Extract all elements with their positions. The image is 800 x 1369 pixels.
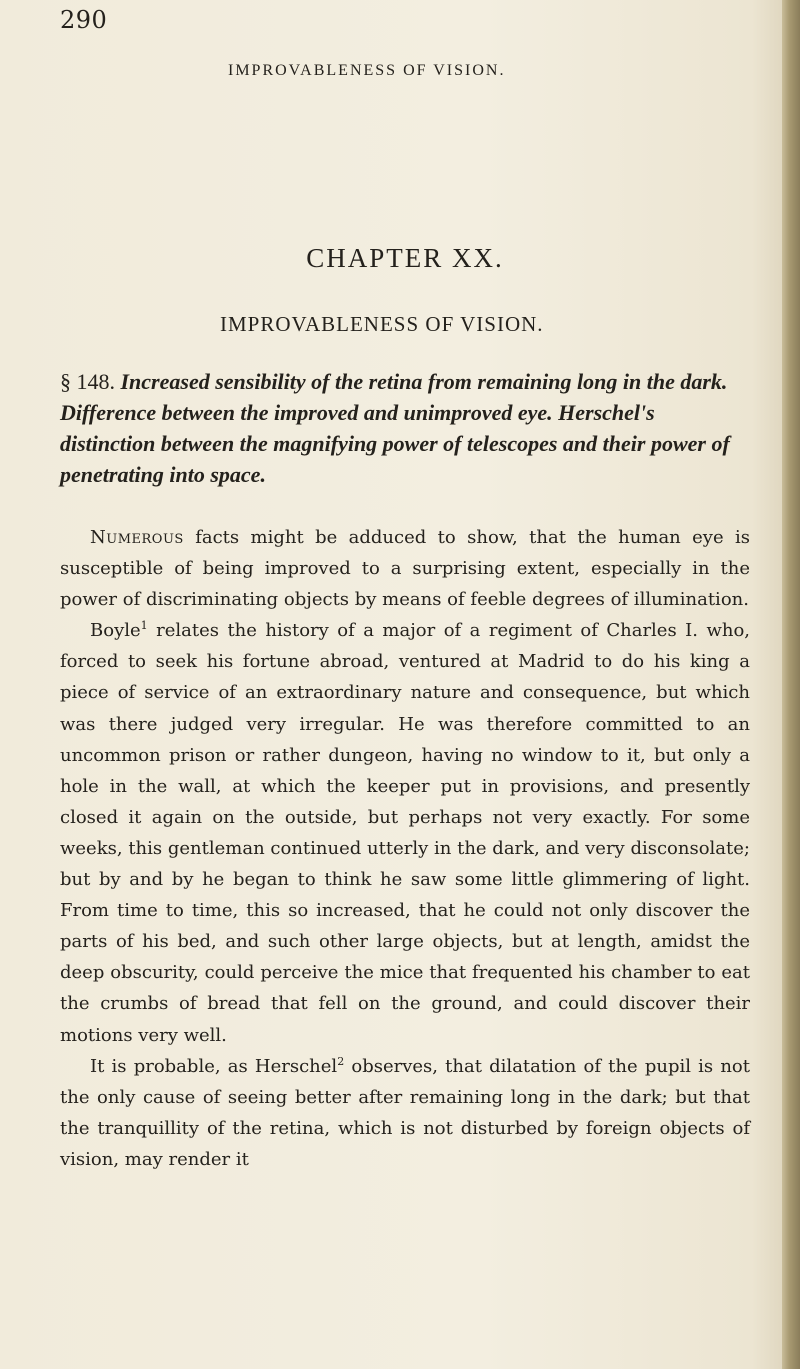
paragraph-1-lead: Numerous <box>90 527 184 548</box>
page-number: 290 <box>60 6 108 34</box>
chapter-synopsis <box>60 366 750 490</box>
section-number: § 148. <box>60 369 115 394</box>
page-edge <box>782 0 800 1369</box>
paragraph-1-text: facts might be adduced to show, that the human eye is susceptible of being improved to a surprising extent, especially in the power of discriminating objects by means of feeble degrees of illumination. <box>60 527 750 611</box>
running-head: IMPROVABLENESS OF VISION. <box>228 62 506 79</box>
paragraph-3-lead: It is probable, as Herschel <box>90 1055 338 1077</box>
paragraph-3-text: observes, that dilatation of the pupil is not the only cause of seeing better after remaining long in the dark; but that the tranquillity of the retina, which is not disturbed by foreign objects of vision, may render it <box>60 1055 751 1170</box>
chapter-subtitle: IMPROVABLENESS OF VISION. <box>220 312 544 336</box>
paragraph-2 <box>60 615 750 1050</box>
paragraph-3 <box>60 1051 750 1175</box>
paragraph-2-lead: Boyle <box>90 620 141 642</box>
footnote-ref-2: 2 <box>337 1054 345 1068</box>
synopsis-text: Increased sensibility of the retina from remaining long in the dark. Difference between the improved and unimproved eye. Herschel's distinction between the magnifying power of telescopes and their power of penetrating into space. <box>60 369 730 487</box>
body-text <box>60 522 750 1175</box>
paragraph-2-text: relates the history of a major of a regiment of Charles I. who, forced to seek his fortune abroad, ventured at Madrid to do his king a piece of service of an extraordinary nature and consequence, but which was there judged very irregular. He was therefore committed to an uncommon prison or rather dungeon, having no window to it, but only a hole in the wall, at which the keeper put in provisions, and presently closed it again on the outside, but perhaps not very exactly. For some weeks, this gentleman continued utterly in the dark, and very disconsolate; but by and by he began to think he saw some little glimmering of light. From time to time, this so increased, that he could not only discover the parts of his bed, and such other large objects, but at length, amidst the deep obscurity, could perceive the mice that frequented his chamber to eat the crumbs of bread that fell on the ground, and could discover their motions very well. <box>60 620 750 1046</box>
chapter-title: CHAPTER XX. <box>306 243 504 273</box>
footnote-ref-1: 1 <box>140 619 148 633</box>
paragraph-1 <box>60 522 750 615</box>
